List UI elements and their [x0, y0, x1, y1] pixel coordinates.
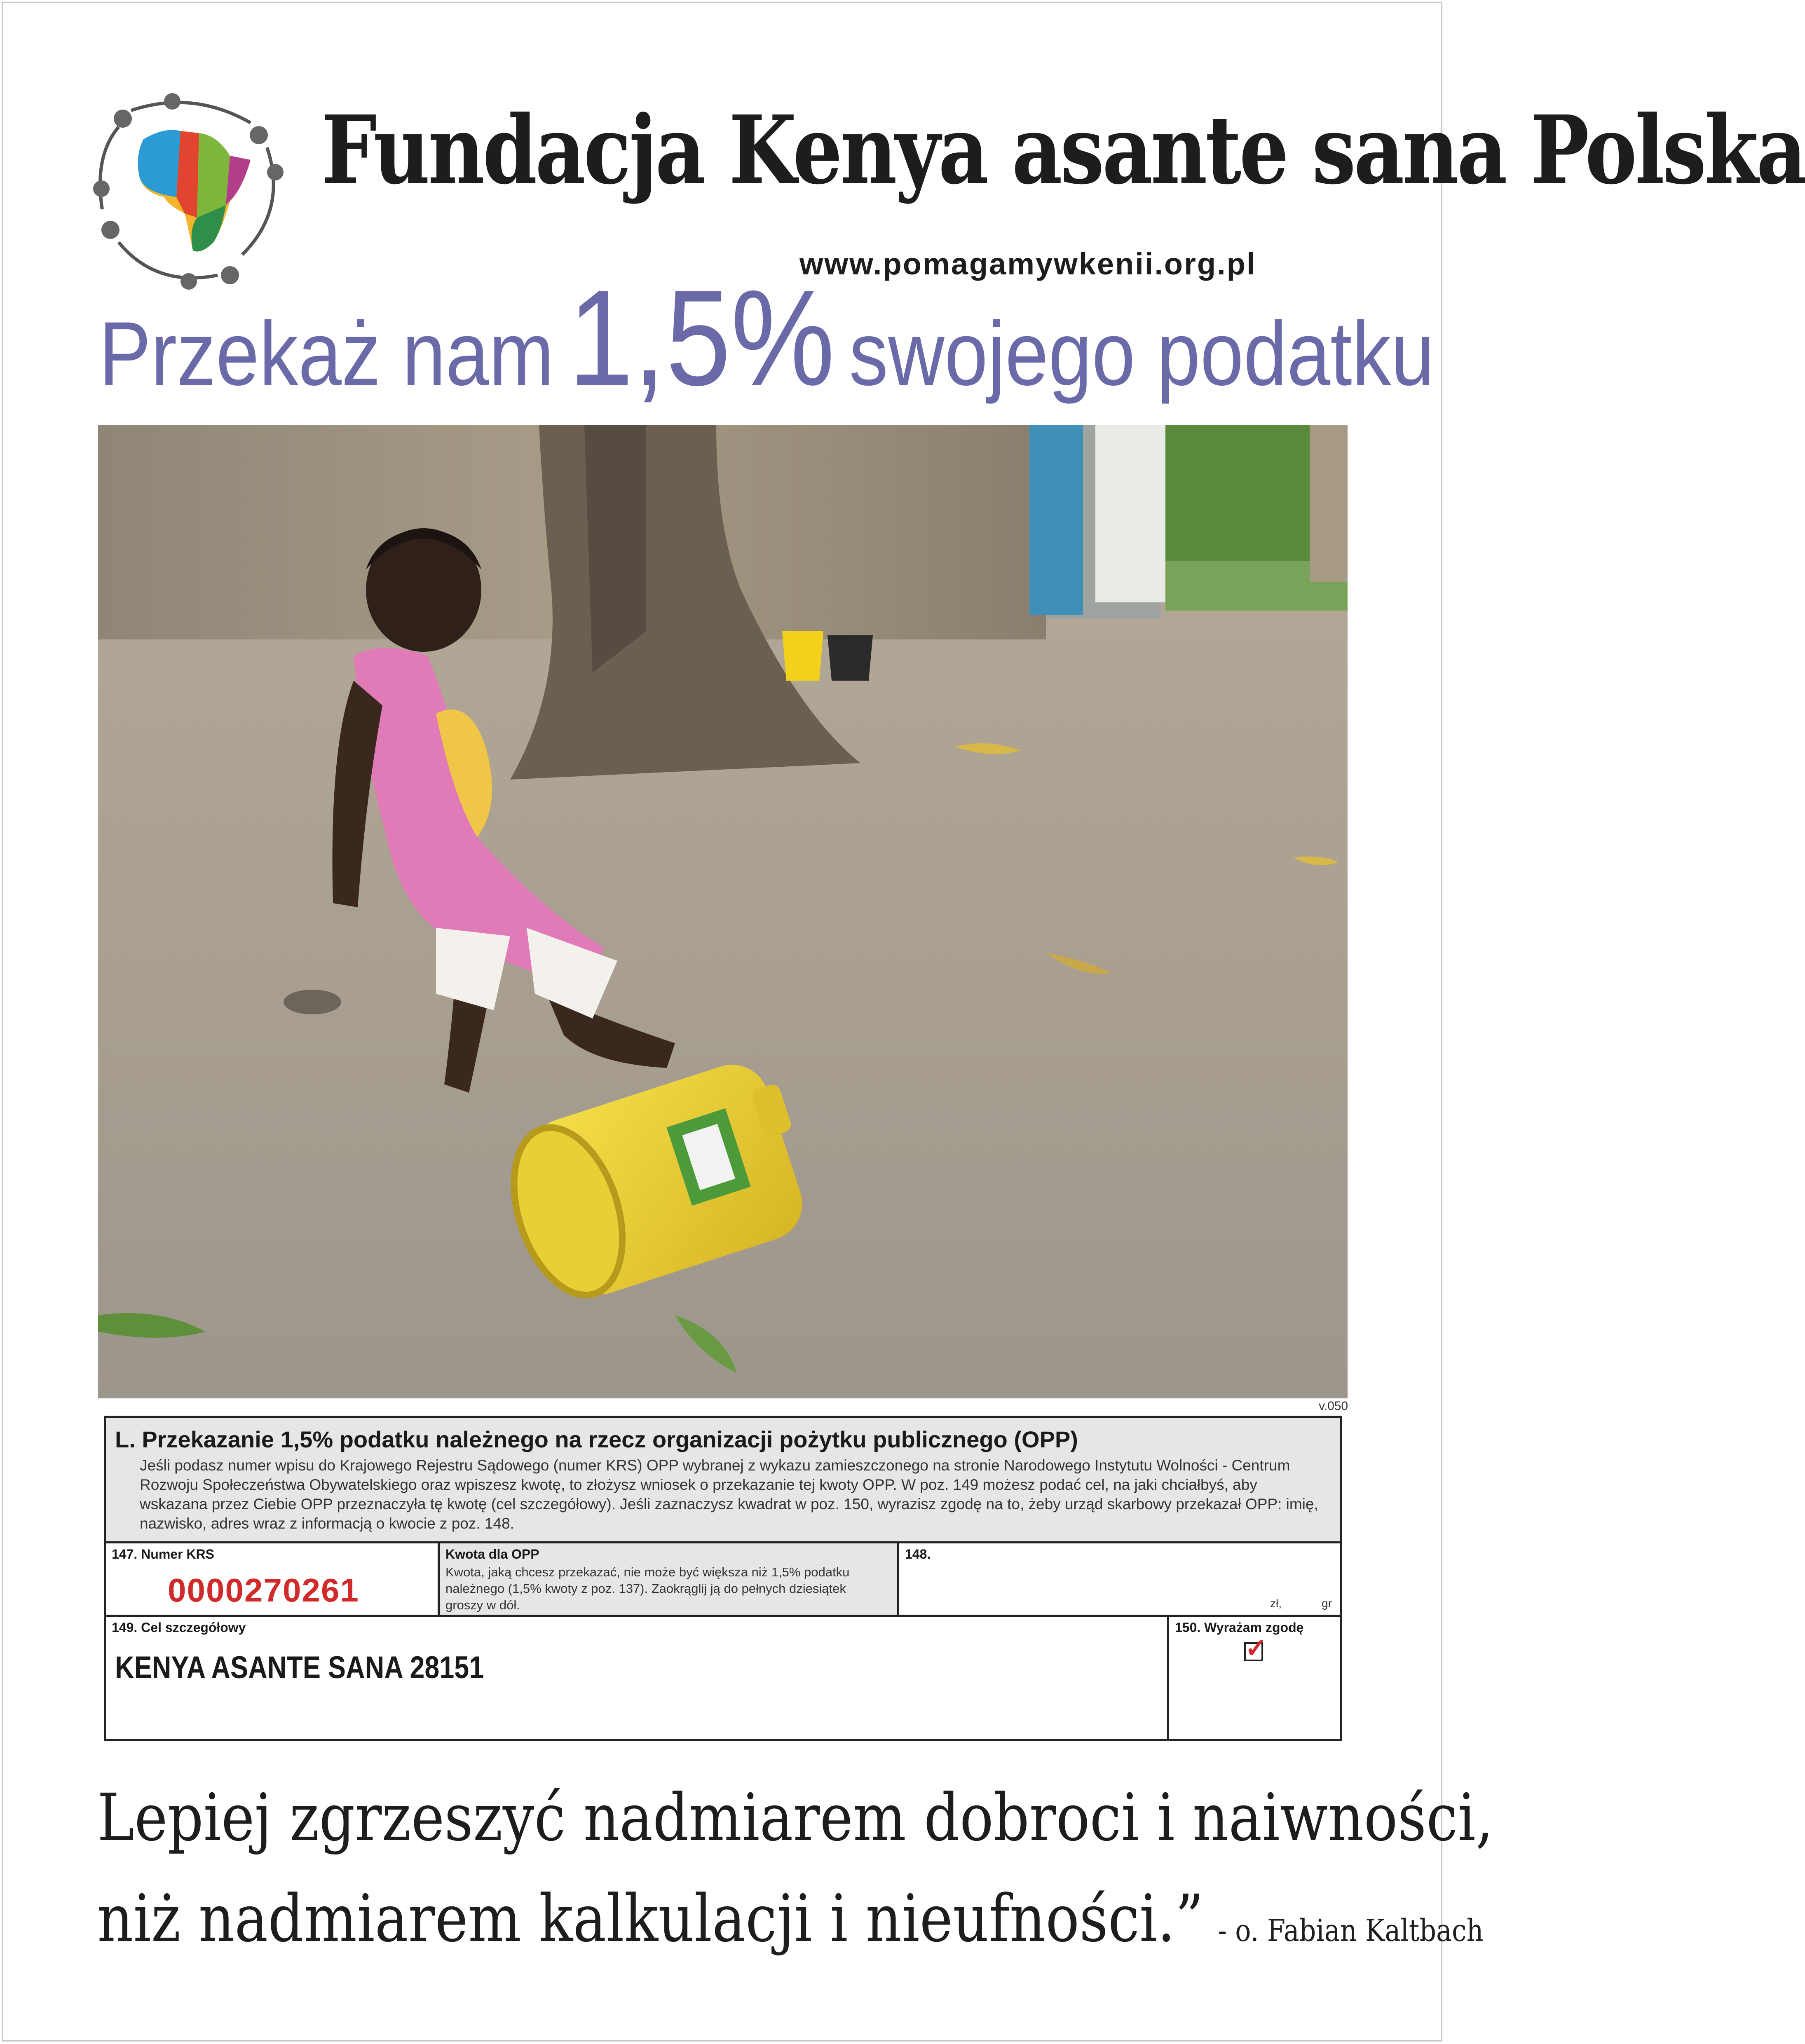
headline	[99, 260, 1435, 414]
cel-field[interactable]	[106, 1617, 1169, 1739]
quote-author: - o. Fabian Kaltbach	[1218, 1913, 1484, 1948]
krs-label: 147. Numer KRS	[112, 1547, 214, 1562]
amount-field[interactable]	[899, 1543, 1340, 1617]
headline-part-c: swojego podatku	[849, 303, 1435, 404]
checkmark-icon: ✓	[1245, 1633, 1267, 1663]
quote-line-2-wrap	[97, 1868, 1484, 1981]
cel-label: 149. Cel szczegółowy	[112, 1620, 246, 1635]
kwota-description: Kwota, jaką chcesz przekazać, nie może być większa niż 1,5% podatku należnego (1,5% kwoty z poz. 137). Zaokrąglij ją do pełnych dziesiątek groszy w dół.	[445, 1565, 850, 1612]
consent-checkbox[interactable]	[1244, 1633, 1267, 1663]
quote-line-2: niż nadmiarem kalkulacji i nieufności.”	[97, 1881, 1204, 1957]
form-header	[106, 1418, 1340, 1543]
org-title: Fundacja Kenya asante sana Polska	[321, 95, 1805, 205]
consent-label: 150. Wyrażam zgodę	[1175, 1620, 1304, 1635]
form-title: L. Przekazanie 1,5% podatku należnego na rzecz organizacji pożytku publicznego (OPP)	[115, 1426, 1078, 1452]
cel-value: KENYA ASANTE SANA 28151	[115, 1650, 484, 1685]
tax-form-section-l	[104, 1416, 1342, 1741]
consent-field	[1169, 1617, 1340, 1739]
headline-part-a: Przekaż nam	[99, 303, 554, 404]
photo-girl-with-canister	[98, 425, 1348, 1398]
website-link[interactable]: www.pomagamywkenii.org.pl	[799, 247, 1256, 281]
kwota-label: Kwota dla OPP	[445, 1547, 539, 1562]
quote-line-1: Lepiej zgrzeszyć nadmiarem dobroci i naiwności,	[97, 1780, 1493, 1856]
form-description: Jeśli podasz numer wpisu do Krajowego Rejestru Sądowego (numer KRS) OPP wybranej z wykazu zamieszczonego na stronie Narodowego Instytutu Wolności - Centrum Rozwoju Społeczeństwa Obywatelskiego oraz wpiszesz kwotę, to złożysz wniosek o przekazanie tej kwoty OPP. W poz. 149 możesz podać cel, na jaki chciałbyś, aby wskazana przez Ciebie OPP przeznaczyła tę kwotę (cel szczegółowy). Jeśli zaznaczysz kwadrat w poz. 150, wyrazisz zgodę na to, żeby urząd skarbowy przekazał OPP: imię, nazwisko, adres wraz z informacją o kwocie z poz. 148.	[140, 1457, 1318, 1532]
amount-label: 148.	[905, 1547, 931, 1562]
gr-unit: gr	[1322, 1597, 1332, 1610]
quote	[97, 1768, 1493, 1981]
version-label: v.050	[1319, 1399, 1348, 1413]
kwota-info	[440, 1543, 899, 1617]
headline-percent: 1,5%	[568, 262, 835, 414]
krs-value: 0000270261	[168, 1572, 359, 1609]
krs-field[interactable]	[106, 1543, 440, 1617]
zl-unit: zł,	[1270, 1597, 1282, 1610]
